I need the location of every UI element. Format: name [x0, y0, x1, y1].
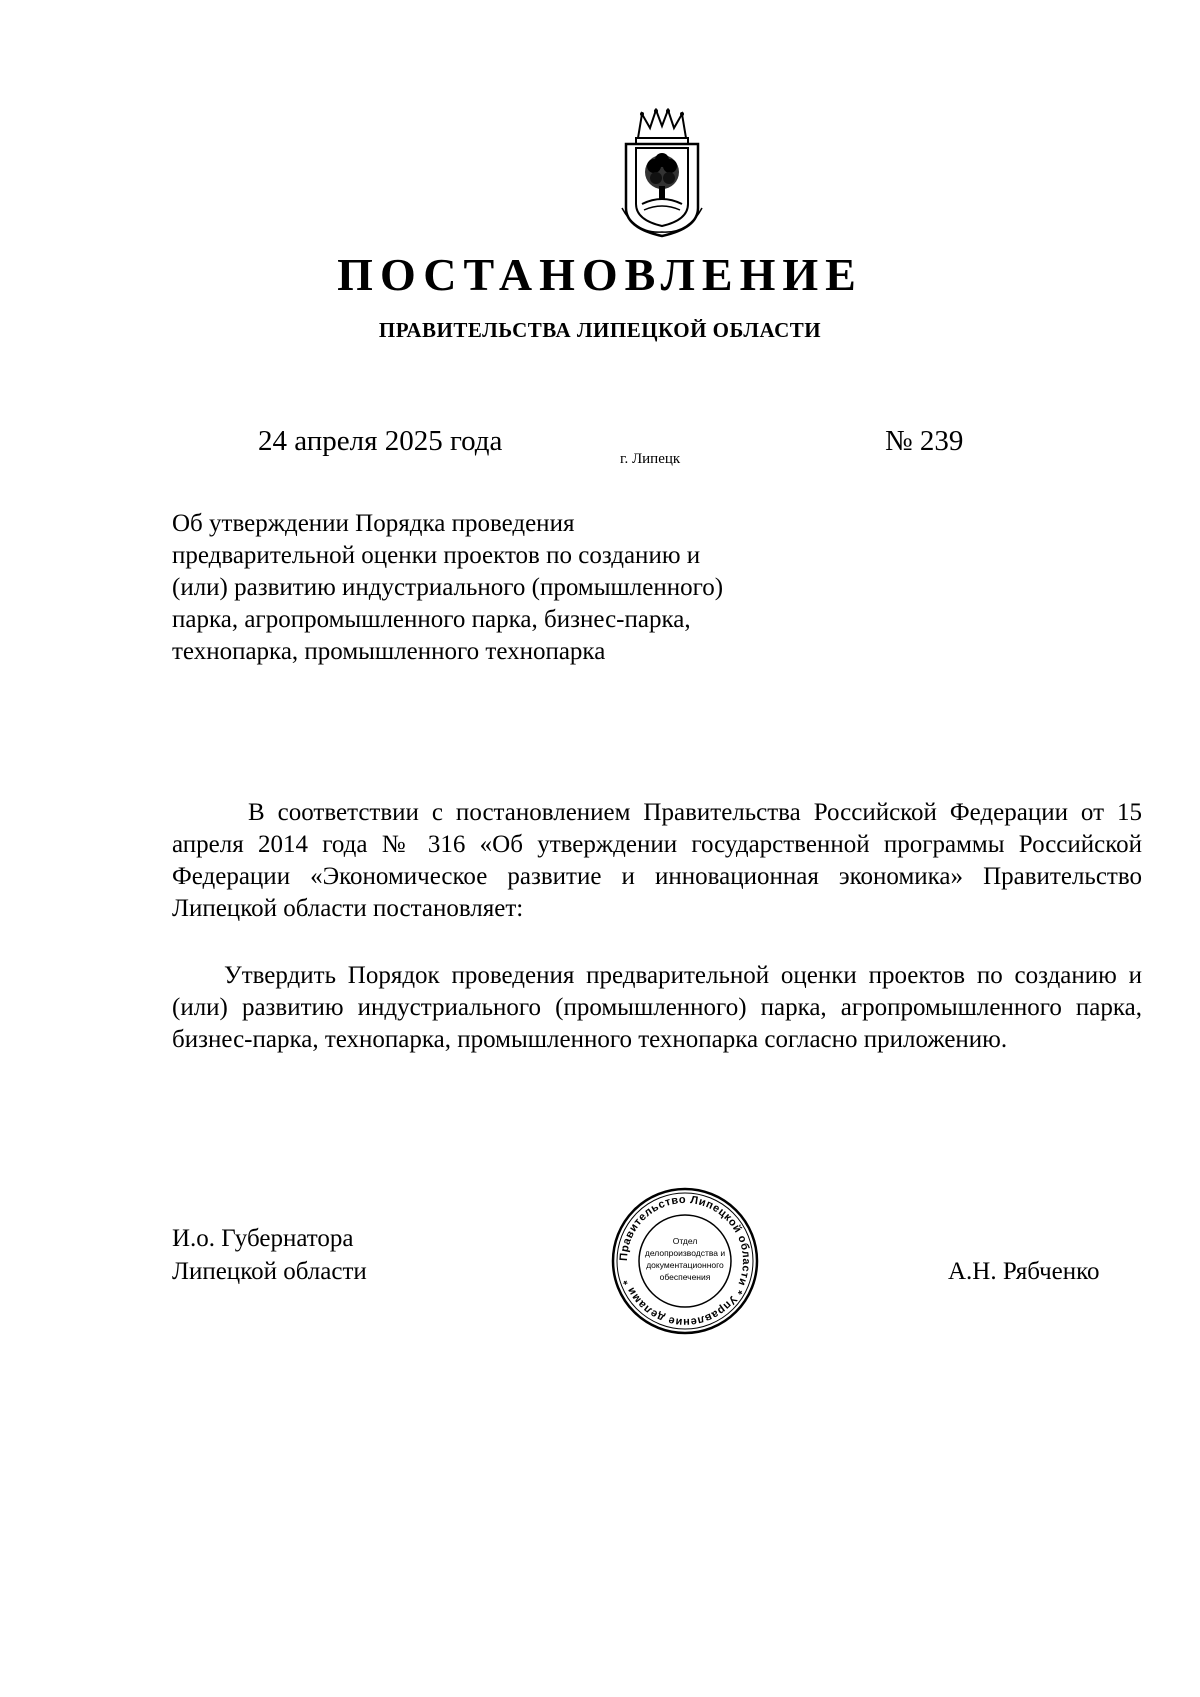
signer-position	[172, 1222, 367, 1288]
document-number: № 239	[885, 425, 964, 457]
subject-line: технопарка, промышленного технопарка	[172, 638, 606, 665]
document-title: ПОСТАНОВЛЕНИЕ	[337, 249, 863, 300]
seal-inner-line: Отдел	[672, 1236, 698, 1246]
subject-line: Об утверждении Порядка проведения	[172, 510, 575, 537]
subject-line: предварительной оценки проектов по созданию и	[172, 542, 701, 569]
signer-position-line: Липецкой области	[172, 1258, 367, 1285]
coat-of-arms-icon	[616, 108, 708, 238]
seal-inner-line: обеспечения	[659, 1272, 711, 1282]
body-paragraph-resolution: Утвердить Порядок проведения предварительной оценки проектов по созданию и (или) развитию индустриального (промышленного) парка, агропромышленного парка, бизнес-парка, технопарка, промышленного технопарка согласно приложению.	[172, 962, 1142, 1053]
document-subject	[172, 508, 832, 668]
seal-outer-text: Правительство Липецкой области * Управление делами *	[617, 1193, 753, 1329]
document-date: 24 апреля 2025 года	[258, 425, 503, 457]
seal-inner-line: документационного	[646, 1260, 724, 1270]
subject-line: (или) развитию индустриального (промышленного)	[172, 574, 724, 601]
signer-name: А.Н. Рябченко	[948, 1258, 1100, 1285]
round-seal-icon	[610, 1186, 760, 1336]
body-paragraph-preamble: В соответствии с постановлением Правительства Российской Федерации от 15 апреля 2014 года № 316 «Об утверждении государственной программы Российской Федерации «Экономическое развитие и инновационная экономика» Правительство Липецкой области постановляет:	[172, 799, 1142, 922]
signer-position-line: И.о. Губернатора	[172, 1225, 354, 1252]
subject-line: парка, агропромышленного парка, бизнес-парка,	[172, 606, 691, 633]
document-city: г. Липецк	[620, 451, 681, 467]
seal-inner-line: делопроизводства и	[644, 1248, 726, 1258]
document-issuer: ПРАВИТЕЛЬСТВА ЛИПЕЦКОЙ ОБЛАСТИ	[378, 318, 822, 342]
